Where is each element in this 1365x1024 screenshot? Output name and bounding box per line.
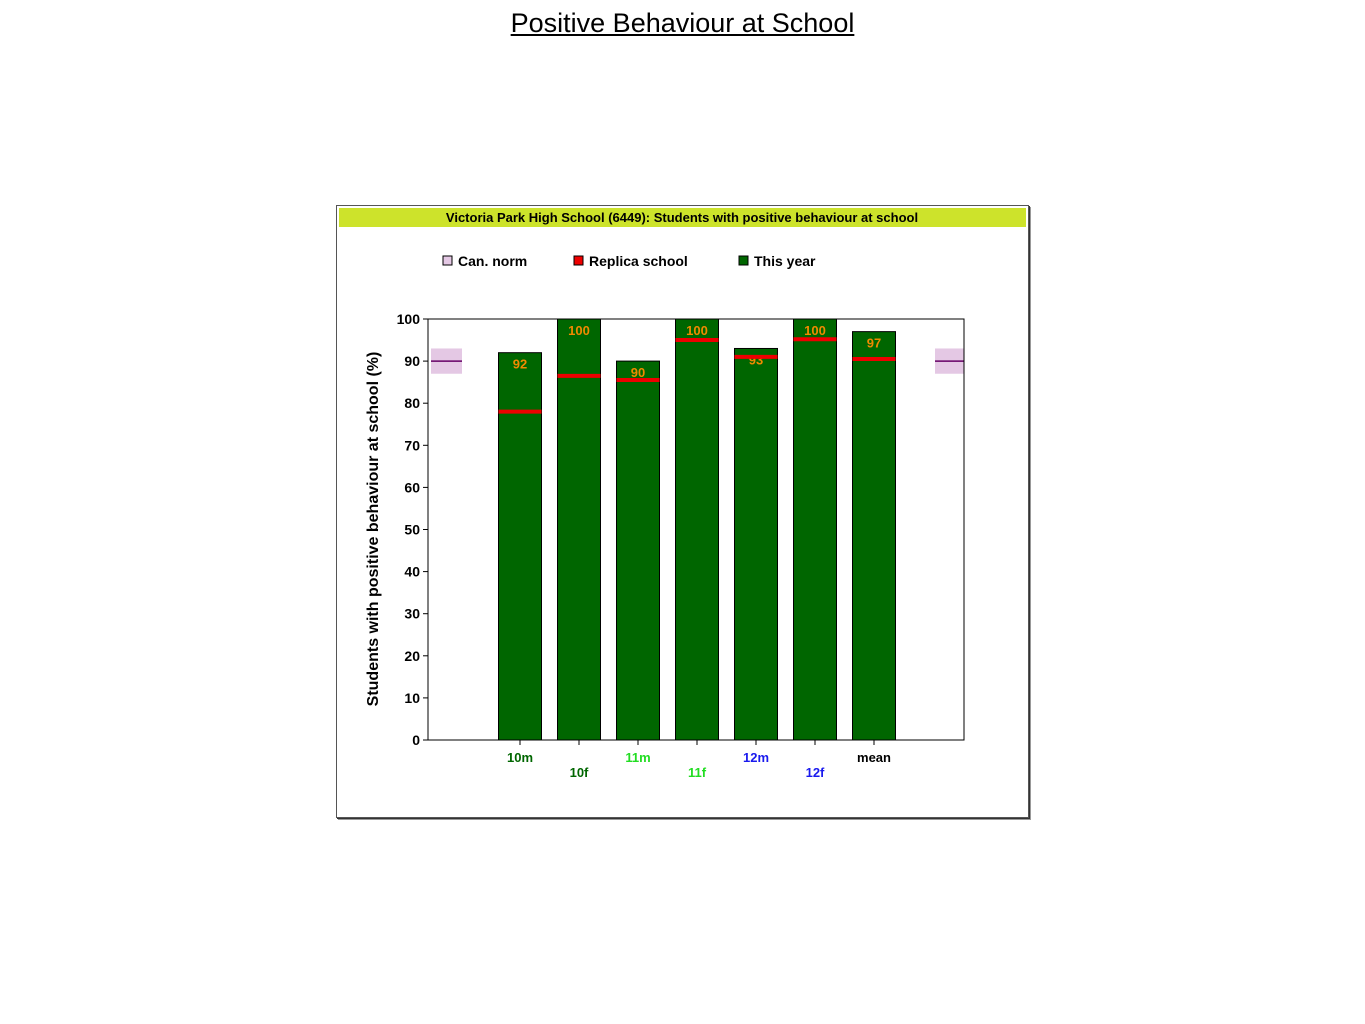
y-tick-label-50: 50 — [404, 521, 420, 538]
bar-value-label-11m: 90 — [630, 365, 646, 381]
y-tick-label-40: 40 — [404, 563, 420, 580]
y-tick-label-10: 10 — [404, 689, 420, 706]
bar-11f — [676, 319, 719, 740]
chart-frame — [336, 205, 1029, 818]
legend-swatch-2 — [739, 256, 748, 265]
bar-mean — [853, 332, 896, 740]
bar-value-label-12f: 100 — [804, 323, 826, 338]
legend-swatch-1 — [574, 256, 583, 265]
x-tick-label-10f: 10f — [569, 765, 589, 780]
x-tick-label-12f: 12f — [805, 765, 825, 780]
page-title: Positive Behaviour at School — [510, 8, 855, 38]
x-tick-label-mean: mean — [857, 750, 891, 765]
bars-layer — [499, 319, 896, 740]
chart-title: Victoria Park High School (6449): Students with positive behaviour at school — [445, 210, 919, 225]
legend-label-2: This year — [754, 253, 816, 269]
y-tick-label-20: 20 — [404, 647, 420, 664]
bar-value-label-11f: 100 — [686, 323, 708, 338]
y-tick-label-80: 80 — [404, 395, 420, 412]
x-tick-label-11m: 11m — [625, 750, 651, 765]
y-tick-label-90: 90 — [404, 353, 420, 370]
legend-label-1: Replica school — [589, 253, 688, 269]
bar-value-label-mean: 97 — [866, 335, 882, 351]
x-tick-label-10m: 10m — [506, 750, 534, 765]
x-tick-label-12m: 12m — [742, 750, 770, 765]
legend-label-0: Can. norm — [458, 253, 528, 269]
y-axis-label: Students with positive behaviour at school (%) — [365, 351, 382, 707]
bar-value-label-10m: 92 — [512, 356, 528, 372]
bar-value-label-12m: 93 — [748, 352, 764, 368]
x-tick-label-11f: 11f — [687, 765, 707, 780]
bar-value-label-10f: 100 — [568, 323, 590, 338]
bar-11m — [617, 361, 660, 740]
y-tick-label-60: 60 — [404, 479, 420, 496]
y-tick-label-100: 100 — [396, 311, 420, 327]
chart — [337, 206, 1028, 817]
bar-12f — [794, 319, 837, 740]
bar-10f — [558, 319, 601, 740]
y-tick-label-0: 0 — [412, 732, 420, 748]
legend — [443, 253, 816, 269]
legend-swatch-0 — [443, 256, 452, 265]
y-tick-label-30: 30 — [404, 605, 420, 622]
y-tick-label-70: 70 — [404, 437, 420, 454]
bar-12m — [735, 348, 778, 740]
